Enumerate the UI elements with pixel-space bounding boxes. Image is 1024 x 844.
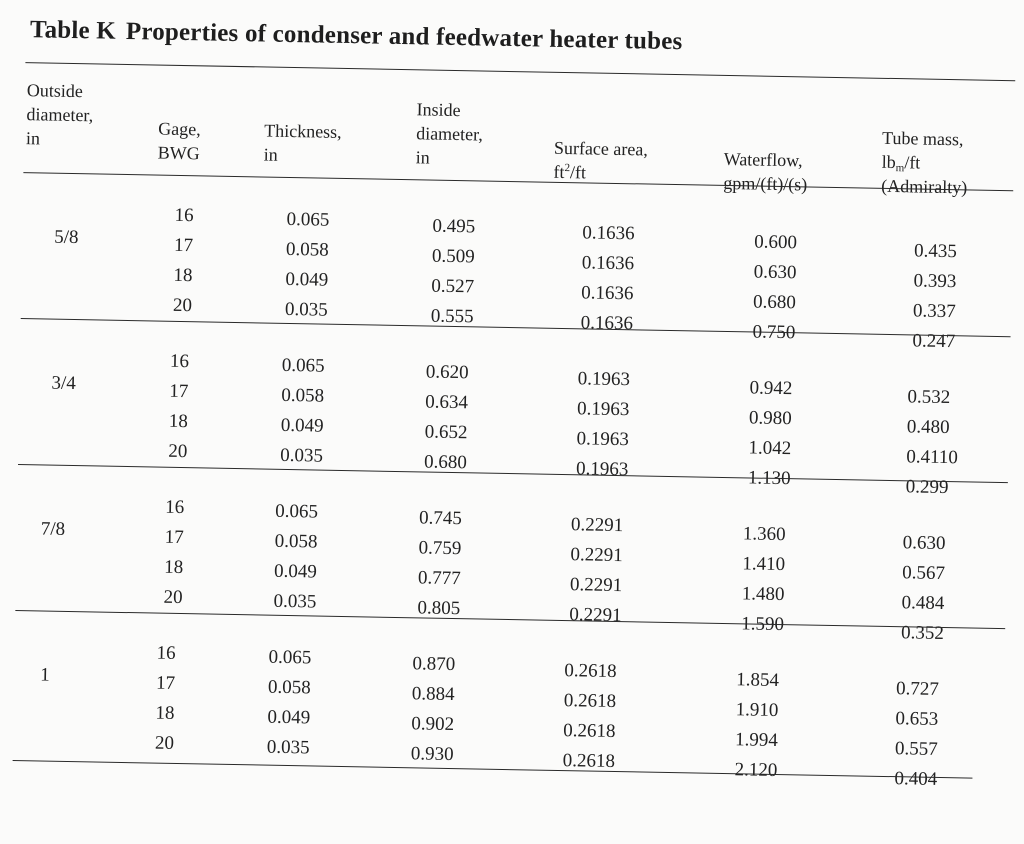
gage-cell: 20	[163, 586, 183, 609]
surface-area-cell: 0.1963	[576, 398, 630, 421]
inside-diameter-cell: 0.555	[430, 305, 474, 328]
waterflow-cell: 1.130	[747, 467, 791, 490]
thickness-cell: 0.065	[268, 646, 312, 669]
thickness-cell: 0.035	[266, 736, 310, 759]
waterflow-cell: 1.590	[741, 613, 785, 636]
header-waterflow	[723, 147, 808, 197]
waterflow-cell: 1.360	[742, 523, 786, 546]
table-title	[30, 16, 683, 56]
inside-diameter-cell: 0.634	[425, 391, 469, 414]
unit-text: ft	[553, 161, 565, 182]
thickness-cell: 0.035	[284, 298, 328, 321]
header-text: in	[415, 147, 430, 168]
gage-cell: 16	[156, 642, 176, 664]
header-text: Waterflow,	[723, 148, 803, 171]
surface-area-cell: 0.2291	[570, 514, 624, 537]
tube-mass-cell: 0.352	[900, 622, 945, 645]
inside-diameter-cell: 0.777	[417, 567, 461, 590]
header-outside-diameter	[26, 78, 94, 151]
gage-cell: 16	[174, 204, 194, 227]
gage-cell: 16	[169, 350, 190, 373]
surface-area-cell: 0.1636	[582, 222, 635, 245]
surface-area-cell: 0.2618	[564, 660, 617, 683]
waterflow-cell: 1.480	[741, 583, 785, 606]
gage-cell: 17	[169, 380, 189, 403]
unit-subscript: m	[895, 162, 905, 175]
header-rule	[23, 172, 1013, 191]
waterflow-cell: 1.994	[734, 729, 779, 752]
gage-cell: 17	[164, 526, 184, 549]
thickness-cell: 0.058	[267, 676, 311, 699]
tube-mass-cell: 0.484	[901, 592, 945, 615]
table-label: Table K	[29, 16, 117, 45]
unit-text: /ft	[904, 152, 921, 173]
thickness-cell: 0.058	[274, 530, 318, 553]
waterflow-cell: 0.630	[753, 261, 797, 284]
thickness-cell: 0.049	[273, 560, 318, 583]
tube-mass-cell: 0.393	[913, 270, 957, 293]
tube-mass-cell: 0.567	[902, 562, 946, 585]
gage-cell: 18	[155, 702, 175, 724]
surface-area-cell: 0.1963	[576, 428, 630, 451]
gage-cell: 17	[155, 672, 176, 694]
surface-area-cell: 0.2291	[570, 544, 623, 567]
thickness-cell: 0.049	[280, 414, 324, 437]
tube-mass-cell: 0.653	[895, 708, 939, 730]
thickness-cell: 0.049	[285, 268, 329, 291]
surface-area-cell: 0.1636	[581, 282, 634, 305]
waterflow-cell: 2.120	[734, 759, 778, 782]
thickness-cell: 0.049	[267, 706, 311, 729]
header-text: (Admiralty)	[881, 175, 968, 198]
tube-mass-cell: 0.435	[913, 240, 958, 263]
tube-mass-cell: 0.630	[902, 532, 946, 555]
waterflow-cell: 1.042	[748, 437, 792, 460]
surface-area-cell: 0.1636	[581, 252, 635, 275]
tube-mass-cell: 0.247	[912, 330, 956, 353]
inside-diameter-cell: 0.527	[431, 275, 475, 298]
inside-diameter-cell: 0.870	[412, 653, 456, 676]
thickness-cell: 0.058	[285, 238, 329, 261]
header-gage	[158, 117, 201, 166]
unit-exponent: 2	[564, 162, 571, 175]
inside-diameter-cell: 0.902	[411, 713, 455, 736]
surface-area-cell: 0.2618	[563, 690, 617, 713]
group-rule	[18, 464, 1008, 483]
header-text: Tube mass,	[881, 127, 964, 150]
inside-diameter-cell: 0.805	[417, 597, 461, 620]
tube-mass-cell: 0.337	[912, 300, 956, 323]
inside-diameter-cell: 0.652	[424, 421, 468, 444]
header-text: Thickness,	[264, 120, 342, 142]
header-text: in	[25, 128, 41, 149]
surface-area-cell: 0.1963	[577, 368, 631, 391]
thickness-cell: 0.035	[273, 590, 317, 613]
waterflow-cell: 0.750	[752, 321, 796, 344]
header-unit	[882, 150, 968, 176]
tube-mass-cell: 0.299	[905, 476, 949, 499]
header-thickness	[264, 118, 342, 167]
waterflow-cell: 1.410	[742, 553, 786, 576]
waterflow-cell: 1.910	[735, 699, 779, 722]
header-surface-area	[553, 136, 648, 186]
inside-diameter-cell: 0.509	[431, 245, 475, 268]
gage-cell: 18	[173, 264, 193, 287]
surface-area-cell: 0.1636	[580, 312, 634, 335]
inside-diameter-cell: 0.884	[411, 683, 455, 706]
outside-diameter-cell: 7/8	[40, 518, 66, 540]
header-text: Inside	[416, 99, 461, 121]
thickness-cell: 0.065	[286, 208, 330, 231]
gage-cell: 18	[168, 410, 189, 433]
tube-mass-cell: 0.557	[894, 738, 938, 760]
header-text: diameter,	[415, 123, 484, 145]
gage-cell: 20	[172, 294, 193, 317]
surface-area-cell: 0.2291	[569, 574, 623, 597]
header-text: Gage,	[158, 118, 201, 140]
surface-area-cell: 0.2618	[562, 750, 616, 773]
inside-diameter-cell: 0.930	[410, 743, 454, 766]
inside-diameter-cell: 0.759	[418, 537, 462, 560]
gage-cell: 16	[165, 496, 185, 519]
tube-mass-cell: 0.480	[906, 416, 950, 439]
waterflow-cell: 0.980	[748, 407, 792, 430]
outside-diameter-cell: 1	[39, 664, 50, 686]
inside-diameter-cell: 0.680	[423, 451, 468, 474]
surface-area-cell: 0.2618	[563, 720, 616, 743]
gage-cell: 17	[173, 234, 194, 257]
header-text: diameter,	[26, 104, 94, 126]
outside-diameter-cell: 5/8	[54, 226, 79, 249]
unit-text: /ft	[569, 162, 587, 183]
header-text: Outside	[26, 80, 84, 102]
tube-mass-cell: 0.404	[894, 768, 938, 790]
thickness-cell: 0.065	[275, 500, 319, 523]
inside-diameter-cell: 0.620	[425, 361, 469, 384]
header-text: gpm/(ft)/(s)	[723, 172, 808, 195]
gage-cell: 20	[168, 440, 188, 463]
outside-diameter-cell: 3/4	[51, 372, 77, 395]
group-rule	[21, 318, 1011, 337]
inside-diameter-cell: 0.495	[432, 215, 476, 238]
tube-mass-cell: 0.727	[895, 678, 940, 700]
gage-cell: 20	[154, 732, 175, 754]
waterflow-cell: 0.680	[752, 291, 797, 314]
bottom-rule	[13, 760, 973, 779]
surface-area-cell: 0.2291	[569, 604, 622, 627]
inside-diameter-cell: 0.745	[418, 507, 463, 530]
thickness-cell: 0.035	[280, 444, 324, 467]
waterflow-cell: 0.942	[749, 377, 793, 400]
header-text: BWG	[157, 142, 200, 164]
thickness-cell: 0.058	[281, 384, 325, 407]
header-inside-diameter	[416, 97, 484, 170]
tube-mass-cell: 0.4110	[906, 446, 959, 469]
unit-text: lb	[881, 151, 896, 173]
thickness-cell: 0.065	[281, 354, 325, 377]
top-rule	[25, 62, 1015, 81]
tube-mass-cell: 0.532	[907, 386, 951, 409]
header-text: in	[263, 144, 278, 165]
gage-cell: 18	[163, 556, 184, 579]
header-text: Surface area,	[553, 137, 649, 160]
waterflow-cell: 1.854	[736, 669, 780, 692]
waterflow-cell: 0.600	[754, 231, 798, 254]
group-rule	[15, 610, 1005, 629]
surface-area-cell: 0.1963	[575, 458, 629, 481]
table-title-text: Properties of condenser and feedwater heater tubes	[125, 17, 683, 56]
